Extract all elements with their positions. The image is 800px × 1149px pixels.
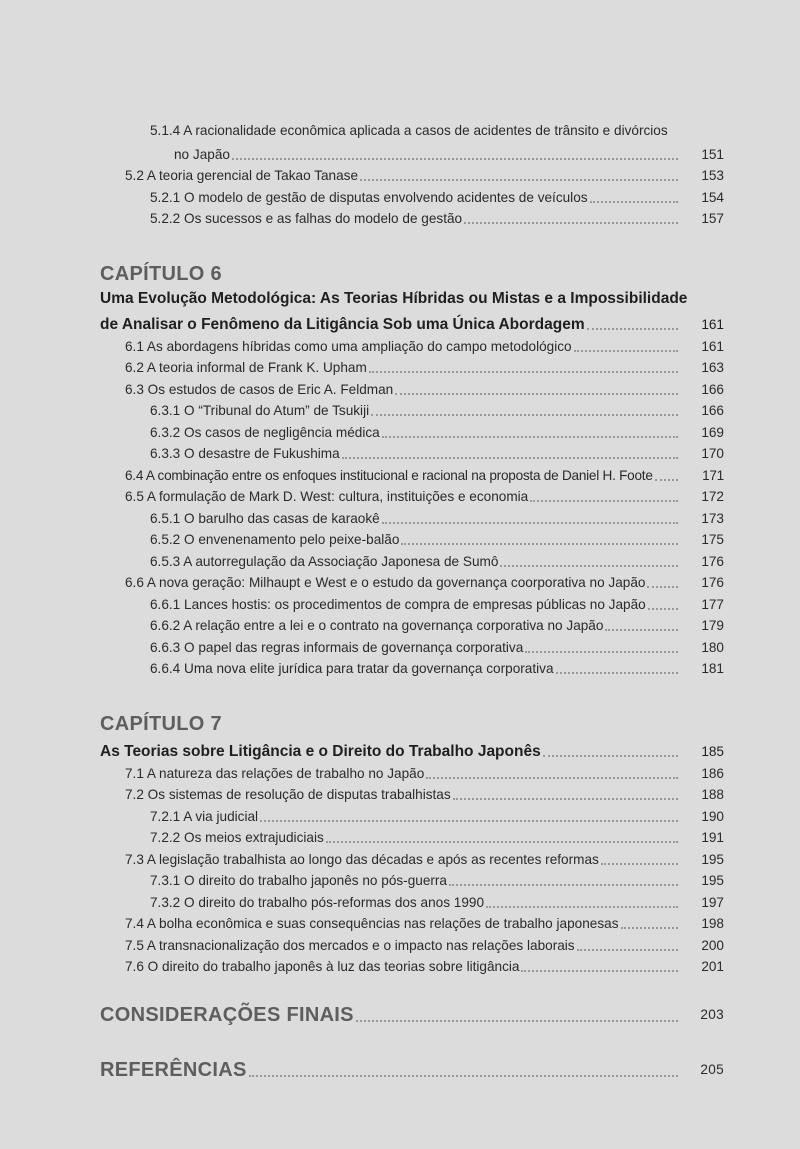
toc-entry[interactable]	[100, 548, 724, 570]
toc-entry-label: 7.2.1 A via judicial	[150, 808, 259, 824]
toc-page-number: 163	[701, 360, 724, 375]
toc-page-number: 200	[701, 937, 724, 953]
dot-leader	[605, 629, 678, 631]
dot-leader	[530, 500, 678, 502]
dot-leader	[601, 863, 678, 865]
toc-entry-label: 7.1 A natureza das relações de trabalho no Japão	[125, 765, 425, 781]
toc-page-number: 181	[701, 661, 724, 676]
toc-entry[interactable]	[100, 889, 724, 911]
toc-entry[interactable]	[100, 376, 724, 398]
toc-entry[interactable]	[100, 846, 724, 868]
dot-leader	[249, 1075, 678, 1077]
toc-entry-label: 6.4 A combinação entre os enfoques institucional e racional na proposta de Daniel H. Foote	[125, 467, 653, 483]
toc-entry[interactable]	[100, 355, 724, 377]
toc-entry-label: CONSIDERAÇÕES FINAIS	[100, 1004, 354, 1026]
toc-page-number: 180	[701, 639, 724, 655]
dot-leader	[525, 651, 678, 653]
dot-leader	[342, 457, 678, 459]
dot-leader	[232, 158, 678, 160]
dot-leader	[647, 586, 678, 588]
dot-leader	[453, 798, 678, 800]
toc-page-number: 161	[701, 338, 724, 354]
toc-page-number: 175	[701, 532, 724, 547]
toc-page-number: 172	[701, 489, 724, 504]
toc-page-number: 201	[701, 959, 724, 974]
toc-entry-label: 7.3.1 O direito do trabalho japonês no pós-guerra	[150, 873, 447, 888]
dot-leader	[574, 350, 678, 352]
toc-entry[interactable]	[100, 333, 724, 355]
toc-entry-label: 6.3.1 O “Tribunal do Atum” de Tsukiji	[150, 403, 370, 418]
toc-entry-label: 7.2 Os sistemas de resolução de disputas trabalhistas	[125, 787, 451, 802]
toc-entry-5-1-4[interactable]	[100, 141, 724, 163]
toc-page-number: 197	[701, 894, 724, 910]
dot-leader	[521, 970, 678, 972]
toc-entry[interactable]	[100, 462, 724, 484]
toc-page-number: 154	[701, 189, 724, 205]
toc-entry-label: 6.1 As abordagens híbridas como uma ampliação do campo metodológico	[125, 338, 572, 354]
toc-entry-referencias[interactable]	[100, 1055, 724, 1085]
dot-leader	[369, 371, 678, 373]
chapter-6-heading-line1: Uma Evolução Metodológica: As Teorias Híbridas ou Mistas e a Impossibilidade	[100, 290, 688, 307]
dot-leader	[426, 777, 678, 779]
toc-entry[interactable]	[100, 656, 724, 678]
toc-entry-5-2-1[interactable]	[100, 184, 724, 206]
chapter-6-heading-line2: de Analisar o Fenômeno da Litigância Sob uma Única Abordagem	[100, 316, 585, 333]
toc-page-number: 191	[701, 830, 724, 845]
toc-page-number: 195	[701, 851, 724, 867]
toc-entry[interactable]	[100, 613, 724, 635]
chapter-7-entries	[100, 760, 724, 975]
toc-page-number: 157	[701, 211, 724, 226]
toc-entry-label: 6.3.3 O desastre de Fukushima	[150, 446, 340, 461]
chapter-6-entries	[100, 333, 724, 677]
toc-entry[interactable]	[100, 505, 724, 527]
toc-entry-label: 7.3.2 O direito do trabalho pós-reformas dos anos 1990	[150, 894, 485, 910]
toc-entry[interactable]	[100, 570, 724, 592]
toc-entry-label: 6.3 Os estudos de casos de Eric A. Feldman	[125, 381, 394, 397]
toc-page-number: 176	[701, 575, 724, 590]
toc-entry-label: 5.2.2 Os sucessos e as falhas do modelo de gestão	[150, 211, 463, 226]
dot-leader	[401, 543, 678, 545]
toc-entry-label: 6.5.3 A autorregulação da Associação Japonesa de Sumô	[150, 553, 499, 569]
toc-entry[interactable]	[100, 932, 724, 954]
toc-entry-label: 7.5 A transnacionalização dos mercados e o impacto nas relações laborais	[125, 937, 575, 953]
toc-page-number: 203	[700, 1007, 724, 1022]
toc-page-number: 190	[701, 808, 724, 824]
toc-page-number: 176	[701, 553, 724, 569]
dot-leader	[556, 672, 678, 674]
toc-entry-label: 7.3 A legislação trabalhista ao longo das décadas e após as recentes reformas	[125, 851, 599, 867]
toc-entry[interactable]	[100, 527, 724, 549]
table-of-contents	[100, 120, 724, 1085]
toc-page-number: 161	[701, 317, 724, 332]
toc-entry-label: 5.2 A teoria gerencial de Takao Tanase	[125, 168, 359, 183]
dot-leader	[464, 222, 678, 224]
toc-entry-label: 5.2.1 O modelo de gestão de disputas envolvendo acidentes de veículos	[150, 189, 588, 205]
toc-entry-label: 6.6.3 O papel das regras informais de governança corporativa	[150, 639, 524, 655]
toc-page-number: 170	[701, 446, 724, 461]
chapter-7-heading[interactable]	[100, 737, 724, 760]
chapter-7-title: CAPÍTULO 7	[100, 713, 222, 735]
toc-page-number: 166	[701, 381, 724, 397]
toc-entry-5-2-2[interactable]	[100, 206, 724, 228]
toc-page-number: 177	[701, 596, 724, 612]
dot-leader	[486, 906, 678, 908]
toc-entry-label: no Japão	[174, 146, 230, 162]
toc-entry-label: 6.5.2 O envenenamento pelo peixe-balão	[150, 532, 400, 547]
chapter-6-title: CAPÍTULO 6	[100, 263, 222, 285]
toc-page-number: 169	[701, 424, 724, 440]
toc-entry-consideracoes-finais[interactable]	[100, 1000, 724, 1030]
dot-leader	[371, 414, 678, 416]
toc-entry-label: REFERÊNCIAS	[100, 1059, 247, 1081]
dot-leader	[356, 1020, 678, 1022]
toc-page-number: 186	[701, 765, 724, 781]
toc-entry[interactable]	[100, 760, 724, 782]
toc-entry-5-2[interactable]	[100, 163, 724, 185]
toc-entry[interactable]	[100, 782, 724, 804]
dot-leader	[543, 755, 678, 757]
dot-leader	[360, 179, 678, 181]
dot-leader	[621, 927, 679, 929]
toc-entry-label: 6.6.4 Uma nova elite jurídica para tratar da governança corporativa	[150, 661, 554, 676]
dot-leader	[382, 436, 678, 438]
dot-leader	[395, 393, 678, 395]
toc-entry[interactable]	[100, 803, 724, 825]
dot-leader	[655, 479, 678, 481]
dot-leader	[587, 328, 678, 330]
dot-leader	[449, 884, 678, 886]
toc-entry[interactable]	[100, 591, 724, 613]
toc-entry[interactable]	[100, 634, 724, 656]
toc-entry-5-1-4-line1: 5.1.4 A racionalidade econômica aplicada a casos de acidentes de trânsito e divórcios	[150, 123, 668, 138]
toc-entry-label: 7.2.2 Os meios extrajudiciais	[150, 830, 324, 845]
toc-page-number: 153	[701, 168, 724, 183]
toc-page-number: 173	[701, 510, 724, 526]
toc-page-number: 171	[702, 467, 724, 483]
toc-entry-label: 6.6.1 Lances hostis: os procedimentos de compra de empresas públicas no Japão	[150, 596, 646, 612]
toc-page-number: 185	[701, 744, 724, 759]
toc-entry-label: 6.6 A nova geração: Milhaupt e West e o estudo da governança coorporativa no Japão	[125, 575, 646, 590]
toc-entry-label: 7.6 O direito do trabalho japonês à luz das teorias sobre litigância	[125, 959, 520, 974]
toc-entry[interactable]	[100, 398, 724, 420]
dot-leader	[326, 841, 678, 843]
chapter-6-heading[interactable]	[100, 310, 724, 333]
dot-leader	[590, 201, 678, 203]
toc-entry-label: 6.5.1 O barulho das casas de karaokê	[150, 510, 380, 526]
chapter-7-heading-label: As Teorias sobre Litigância e o Direito do Trabalho Japonês	[100, 743, 541, 760]
dot-leader	[500, 565, 678, 567]
toc-page-number: 166	[701, 403, 724, 418]
dot-leader	[577, 949, 678, 951]
toc-entry[interactable]	[100, 419, 724, 441]
dot-leader	[260, 820, 678, 822]
dot-leader	[382, 522, 678, 524]
dot-leader	[648, 608, 678, 610]
toc-entry-label: 6.5 A formulação de Mark D. West: cultura, instituições e economia	[125, 489, 529, 504]
toc-page-number: 188	[701, 787, 724, 802]
toc-entry[interactable]	[100, 484, 724, 506]
toc-entry[interactable]	[100, 825, 724, 847]
toc-page-number: 195	[701, 873, 724, 888]
toc-entry-label: 6.2 A teoria informal de Frank K. Upham	[125, 360, 367, 375]
toc-entry[interactable]	[100, 954, 724, 976]
toc-page-number: 198	[701, 916, 724, 931]
toc-page-number: 179	[701, 618, 724, 633]
toc-entry[interactable]	[100, 911, 724, 933]
toc-page-number: 205	[700, 1062, 724, 1077]
toc-entry-label: 6.3.2 Os casos de negligência médica	[150, 424, 380, 440]
toc-entry-label: 6.6.2 A relação entre a lei e o contrato na governança corporativa no Japão	[150, 618, 604, 633]
toc-page-number: 151	[701, 146, 724, 162]
toc-entry[interactable]	[100, 441, 724, 463]
toc-entry[interactable]	[100, 868, 724, 890]
toc-entry-label: 7.4 A bolha econômica e suas consequências nas relações de trabalho japonesas	[125, 916, 619, 931]
